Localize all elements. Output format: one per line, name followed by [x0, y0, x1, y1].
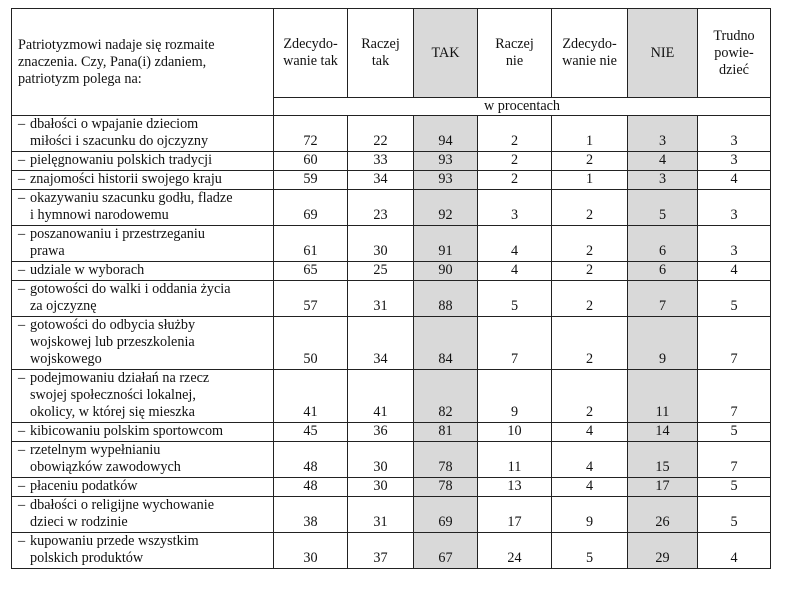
value-cell: 7 — [698, 442, 771, 478]
table-row — [12, 497, 771, 533]
value-cell: 91 — [414, 226, 478, 262]
dash-marker: – — [18, 171, 26, 187]
value-cell: 7 — [628, 281, 698, 317]
value-cell: 2 — [478, 171, 552, 190]
value-cell: 3 — [698, 152, 771, 171]
value-cell: 11 — [478, 442, 552, 478]
value-cell: 3 — [698, 226, 771, 262]
value-cell: 5 — [628, 190, 698, 226]
table-row — [12, 190, 771, 226]
value-cell: 3 — [628, 116, 698, 152]
survey-table — [11, 8, 771, 569]
survey-table-wrapper — [11, 8, 771, 569]
value-cell: 88 — [414, 281, 478, 317]
value-cell: 4 — [478, 226, 552, 262]
value-cell: 13 — [478, 478, 552, 497]
row-label: – kibicowaniu polskim sportowcom — [12, 423, 274, 442]
dash-marker: – — [18, 281, 26, 297]
value-cell: 17 — [628, 478, 698, 497]
value-cell: 65 — [274, 262, 348, 281]
value-cell: 34 — [348, 171, 414, 190]
value-cell: 30 — [274, 533, 348, 569]
value-cell: 4 — [552, 478, 628, 497]
value-cell: 3 — [478, 190, 552, 226]
value-cell: 84 — [414, 317, 478, 370]
dash-marker: – — [18, 317, 26, 333]
row-label: – udziale w wyborach — [12, 262, 274, 281]
value-cell: 23 — [348, 190, 414, 226]
value-cell: 9 — [552, 497, 628, 533]
value-cell: 1 — [552, 171, 628, 190]
table-row — [12, 370, 771, 423]
value-cell: 36 — [348, 423, 414, 442]
value-cell: 22 — [348, 116, 414, 152]
table-row — [12, 478, 771, 497]
table-body — [12, 116, 771, 569]
value-cell: 92 — [414, 190, 478, 226]
value-cell: 5 — [698, 281, 771, 317]
dash-marker: – — [18, 497, 26, 513]
dash-marker: – — [18, 442, 26, 458]
value-cell: 90 — [414, 262, 478, 281]
row-label: – gotowości do walki i oddania życia za ojczyznę — [12, 281, 274, 317]
value-cell: 7 — [698, 370, 771, 423]
dash-marker: – — [18, 423, 26, 439]
value-cell: 67 — [414, 533, 478, 569]
dash-marker: – — [18, 190, 26, 206]
col-header-tak: TAK — [414, 9, 478, 98]
value-cell: 59 — [274, 171, 348, 190]
value-cell: 4 — [552, 442, 628, 478]
value-cell: 2 — [552, 262, 628, 281]
table-row — [12, 116, 771, 152]
value-cell: 37 — [348, 533, 414, 569]
value-cell: 6 — [628, 262, 698, 281]
value-cell: 45 — [274, 423, 348, 442]
value-cell: 6 — [628, 226, 698, 262]
dash-marker: – — [18, 478, 26, 494]
value-cell: 3 — [698, 190, 771, 226]
value-cell: 2 — [552, 281, 628, 317]
table-row — [12, 533, 771, 569]
row-label: – poszanowaniu i przestrzeganiu prawa — [12, 226, 274, 262]
value-cell: 4 — [698, 171, 771, 190]
value-cell: 94 — [414, 116, 478, 152]
value-cell: 5 — [698, 497, 771, 533]
value-cell: 33 — [348, 152, 414, 171]
unit-label: w procentach — [274, 98, 771, 116]
value-cell: 57 — [274, 281, 348, 317]
col-header-raczej-nie: Raczej nie — [478, 9, 552, 98]
value-cell: 5 — [478, 281, 552, 317]
value-cell: 4 — [698, 533, 771, 569]
question-header: Patriotyzmowi nadaje się rozmaite znaczenia. Czy, Pana(i) zdaniem, patriotyzm polega na: — [12, 9, 274, 116]
value-cell: 2 — [478, 152, 552, 171]
dash-marker: – — [18, 262, 26, 278]
value-cell: 41 — [348, 370, 414, 423]
value-cell: 4 — [698, 262, 771, 281]
value-cell: 78 — [414, 442, 478, 478]
value-cell: 2 — [552, 152, 628, 171]
value-cell: 30 — [348, 442, 414, 478]
value-cell: 48 — [274, 442, 348, 478]
value-cell: 61 — [274, 226, 348, 262]
value-cell: 10 — [478, 423, 552, 442]
row-label: – dbałości o wpajanie dzieciom miłości i szacunku do ojczyzny — [12, 116, 274, 152]
value-cell: 5 — [698, 478, 771, 497]
value-cell: 3 — [698, 116, 771, 152]
dash-marker: – — [18, 152, 26, 168]
row-label: – płaceniu podatków — [12, 478, 274, 497]
value-cell: 9 — [628, 317, 698, 370]
value-cell: 31 — [348, 497, 414, 533]
value-cell: 14 — [628, 423, 698, 442]
col-header-trudno-powiedziec: Trudno powie- dzieć — [698, 9, 771, 98]
value-cell: 4 — [628, 152, 698, 171]
value-cell: 72 — [274, 116, 348, 152]
row-label: – kupowaniu przede wszystkim polskich produktów — [12, 533, 274, 569]
value-cell: 93 — [414, 171, 478, 190]
table-row — [12, 152, 771, 171]
value-cell: 38 — [274, 497, 348, 533]
value-cell: 5 — [552, 533, 628, 569]
col-header-zdecydowanie-tak: Zdecydo- wanie tak — [274, 9, 348, 98]
value-cell: 2 — [478, 116, 552, 152]
value-cell: 15 — [628, 442, 698, 478]
value-cell: 2 — [552, 226, 628, 262]
table-row — [12, 442, 771, 478]
value-cell: 1 — [552, 116, 628, 152]
table-row — [12, 317, 771, 370]
value-cell: 3 — [628, 171, 698, 190]
value-cell: 82 — [414, 370, 478, 423]
value-cell: 81 — [414, 423, 478, 442]
value-cell: 30 — [348, 478, 414, 497]
value-cell: 4 — [478, 262, 552, 281]
col-header-zdecydowanie-nie: Zdecydo- wanie nie — [552, 9, 628, 98]
row-label: – dbałości o religijne wychowanie dzieci w rodzinie — [12, 497, 274, 533]
row-label: – pielęgnowaniu polskich tradycji — [12, 152, 274, 171]
value-cell: 29 — [628, 533, 698, 569]
value-cell: 34 — [348, 317, 414, 370]
value-cell: 24 — [478, 533, 552, 569]
value-cell: 60 — [274, 152, 348, 171]
col-header-nie: NIE — [628, 9, 698, 98]
dash-marker: – — [18, 370, 26, 386]
value-cell: 4 — [552, 423, 628, 442]
col-header-raczej-tak: Raczej tak — [348, 9, 414, 98]
value-cell: 50 — [274, 317, 348, 370]
table-row — [12, 281, 771, 317]
value-cell: 9 — [478, 370, 552, 423]
dash-marker: – — [18, 226, 26, 242]
value-cell: 11 — [628, 370, 698, 423]
value-cell: 41 — [274, 370, 348, 423]
table-row — [12, 262, 771, 281]
row-label: – okazywaniu szacunku godłu, fladze i hymnowi narodowemu — [12, 190, 274, 226]
table-row — [12, 171, 771, 190]
value-cell: 7 — [698, 317, 771, 370]
value-cell: 17 — [478, 497, 552, 533]
dash-marker: – — [18, 116, 26, 132]
value-cell: 48 — [274, 478, 348, 497]
row-label: – znajomości historii swojego kraju — [12, 171, 274, 190]
header-row — [12, 9, 771, 98]
row-label: – gotowości do odbycia służby wojskowej lub przeszkolenia wojskowego — [12, 317, 274, 370]
value-cell: 5 — [698, 423, 771, 442]
value-cell: 2 — [552, 317, 628, 370]
value-cell: 30 — [348, 226, 414, 262]
value-cell: 69 — [274, 190, 348, 226]
row-label: – rzetelnym wypełnianiu obowiązków zawodowych — [12, 442, 274, 478]
value-cell: 69 — [414, 497, 478, 533]
value-cell: 2 — [552, 370, 628, 423]
table-row — [12, 423, 771, 442]
value-cell: 26 — [628, 497, 698, 533]
value-cell: 93 — [414, 152, 478, 171]
table-row — [12, 226, 771, 262]
value-cell: 78 — [414, 478, 478, 497]
row-label: – podejmowaniu działań na rzecz swojej społeczności lokalnej, okolicy, w której się mieszka — [12, 370, 274, 423]
value-cell: 7 — [478, 317, 552, 370]
dash-marker: – — [18, 533, 26, 549]
value-cell: 2 — [552, 190, 628, 226]
value-cell: 31 — [348, 281, 414, 317]
value-cell: 25 — [348, 262, 414, 281]
